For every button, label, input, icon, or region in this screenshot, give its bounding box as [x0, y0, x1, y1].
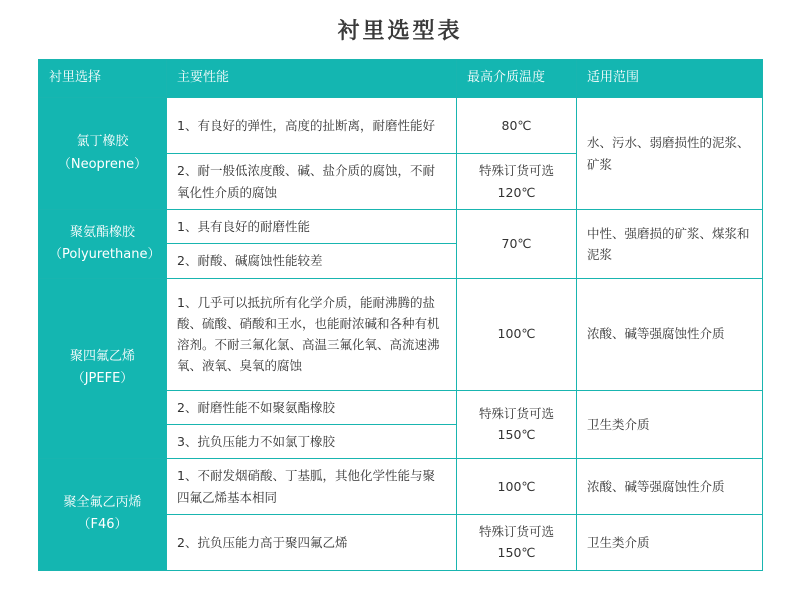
material-name-line1: 聚四氟乙烯 — [69, 349, 135, 365]
material-name-f46 — [39, 459, 167, 571]
material-name-line2: （Neoprene） — [57, 156, 148, 172]
property-text: 2、耐磨性能不如聚氨酯橡胶 — [167, 390, 457, 424]
material-name-line1: 聚全氟乙丙烯 — [63, 495, 142, 511]
property-text: 2、耐一般低浓度酸、碱、盐介质的腐蚀，不耐氧化性介质的腐蚀 — [167, 154, 457, 210]
property-text: 2、抗负压能力高于聚四氟乙烯 — [167, 515, 457, 571]
table-row — [39, 210, 763, 244]
material-name-polyurethane — [39, 210, 167, 279]
material-name-line2: （JPEFE） — [71, 371, 134, 387]
temperature-value — [457, 390, 577, 459]
column-header-lining-choice: 衬里选择 — [39, 60, 167, 98]
temperature-value: 100℃ — [457, 459, 577, 515]
scope-text: 卫生类介质 — [577, 390, 763, 459]
table-header — [39, 60, 763, 98]
table-header-row — [39, 60, 763, 98]
property-text: 1、具有良好的耐磨性能 — [167, 210, 457, 244]
column-header-max-temperature: 最高介质温度 — [457, 60, 577, 98]
temperature-line2: 120℃ — [497, 184, 536, 200]
temperature-line1: 特殊订货可选 — [478, 163, 554, 179]
material-name-line2: （F46） — [77, 517, 128, 533]
property-text: 2、耐酸、碱腐蚀性能较差 — [167, 244, 457, 278]
temperature-line1: 特殊订货可选 — [478, 524, 554, 539]
material-name-line1: 氯丁橡胶 — [76, 134, 129, 150]
table-body — [39, 98, 763, 571]
scope-text: 浓酸、碱等强腐蚀性介质 — [577, 459, 763, 515]
page-title: 衬里选型表 — [337, 19, 463, 44]
material-name-jpefe — [39, 278, 167, 459]
lining-table-wrapper — [38, 59, 762, 571]
table-row — [39, 98, 763, 154]
property-text: 1、几乎可以抵抗所有化学介质，能耐沸腾的盐酸、硫酸、硝酸和王水，也能耐浓碱和各种有机溶剂。不耐三氟化氯、高温三氟化氧、高流速沸氧、液氧、臭氧的腐蚀 — [167, 278, 457, 390]
column-header-application-scope: 适用范围 — [577, 60, 763, 98]
temperature-line2: 150℃ — [497, 427, 536, 443]
material-name-line2: （Polyurethane） — [49, 246, 161, 262]
scope-text: 浓酸、碱等强腐蚀性介质 — [577, 278, 763, 390]
temperature-value: 80℃ — [457, 98, 577, 154]
temperature-value: 100℃ — [457, 278, 577, 390]
scope-text: 卫生类介质 — [577, 515, 763, 571]
temperature-value — [457, 515, 577, 571]
material-name-neoprene — [39, 98, 167, 210]
temperature-value — [457, 154, 577, 210]
lining-selection-table — [38, 59, 763, 571]
scope-text: 中性、强磨损的矿浆、煤浆和泥浆 — [577, 210, 763, 279]
temperature-line1: 特殊订货可选 — [478, 406, 554, 421]
property-text: 3、抗负压能力不如氯丁橡胶 — [167, 424, 457, 458]
property-text: 1、不耐发烟硝酸、丁基胍，其他化学性能与聚四氟乙烯基本相同 — [167, 459, 457, 515]
temperature-line2: 150℃ — [497, 545, 536, 561]
table-row — [39, 459, 763, 515]
temperature-value: 70℃ — [457, 210, 577, 279]
property-text: 1、有良好的弹性，高度的扯断离，耐磨性能好 — [167, 98, 457, 154]
column-header-main-properties: 主要性能 — [167, 60, 457, 98]
scope-text: 水、污水、弱磨损性的泥浆、矿浆 — [577, 98, 763, 210]
table-row — [39, 278, 763, 390]
material-name-line1: 聚氨酯橡胶 — [69, 224, 135, 240]
